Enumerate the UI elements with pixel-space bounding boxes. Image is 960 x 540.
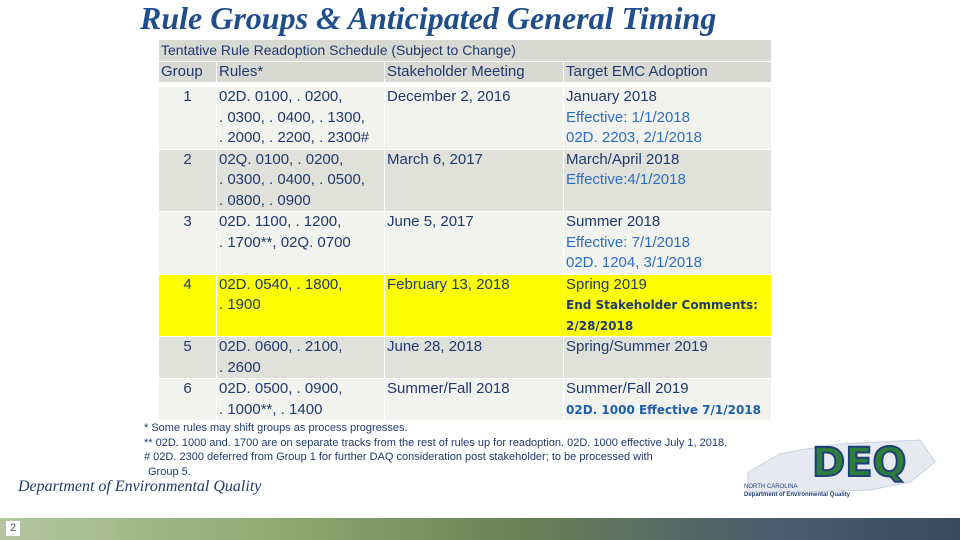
meeting-cell: Summer/Fall 2018 bbox=[385, 379, 564, 421]
rules-line: . 0300, . 0400, . 1300, bbox=[219, 108, 365, 126]
rules-line: 02D. 1100, . 1200, bbox=[219, 213, 342, 230]
schedule-table bbox=[158, 39, 772, 421]
rules-cell bbox=[217, 212, 385, 275]
adoption-main: Summer 2018 bbox=[566, 213, 661, 230]
rules-line: 02D. 0100, . 0200, bbox=[219, 88, 343, 105]
rules-line: 02D. 0500, . 0900, bbox=[219, 380, 343, 397]
adoption-main: Summer/Fall 2019 bbox=[566, 380, 689, 397]
table-row bbox=[159, 337, 772, 379]
footnotes bbox=[144, 421, 794, 479]
rules-cell bbox=[217, 379, 385, 421]
footnote: # 02D. 2300 deferred from Group 1 for further DAQ consideration post stakeholder; to be processed with bbox=[144, 451, 653, 463]
adoption-effective-note: 02D. 1000 Effective 7/1/2018 bbox=[566, 402, 761, 417]
rules-line: . 0300, . 0400, . 0500, bbox=[219, 171, 365, 188]
meeting-cell: February 13, 2018 bbox=[385, 274, 564, 337]
header-group: Group bbox=[159, 61, 217, 83]
logo-deq-text: DEQ bbox=[812, 440, 907, 486]
group-number: 3 bbox=[159, 212, 217, 275]
adoption-main: Spring 2019 bbox=[566, 275, 647, 293]
table-row bbox=[159, 87, 772, 150]
adoption-effective: 02D. 1204, 3/1/2018 bbox=[566, 254, 702, 271]
rules-line: 02D. 0540, . 1800, bbox=[219, 275, 343, 293]
footnote: Group 5. bbox=[148, 465, 191, 478]
meeting-cell: December 2, 2016 bbox=[385, 87, 564, 150]
meeting-cell: June 28, 2018 bbox=[385, 337, 564, 379]
group-number: 6 bbox=[159, 379, 217, 421]
table-caption-row bbox=[159, 40, 772, 62]
rules-line: . 2600 bbox=[219, 358, 261, 376]
group-number: 1 bbox=[159, 87, 217, 150]
logo-dept-line: Department of Environmental Quality bbox=[744, 492, 851, 498]
logo-state-line: NORTH CAROLINA bbox=[744, 484, 798, 490]
table-row bbox=[159, 212, 772, 275]
rules-line: 02D. 0600, . 2100, bbox=[219, 338, 343, 355]
rules-line: . 1900 bbox=[219, 296, 261, 313]
rules-line: 02Q. 0100, . 0200, bbox=[219, 150, 344, 168]
header-stakeholder-meeting: Stakeholder Meeting bbox=[385, 61, 564, 83]
adoption-cell: Spring/Summer 2019 bbox=[564, 337, 772, 379]
stakeholder-comments-note: End Stakeholder Comments: bbox=[566, 298, 758, 312]
meeting-cell: March 6, 2017 bbox=[385, 149, 564, 212]
meeting-cell: June 5, 2017 bbox=[385, 212, 564, 275]
rules-cell bbox=[217, 274, 385, 337]
table-row-highlighted bbox=[159, 274, 772, 337]
adoption-cell bbox=[564, 212, 772, 275]
group-number: 4 bbox=[159, 274, 217, 337]
adoption-effective: Effective: 1/1/2018 bbox=[566, 108, 690, 126]
deq-logo bbox=[740, 432, 940, 502]
rules-cell bbox=[217, 149, 385, 212]
header-target-adoption: Target EMC Adoption bbox=[564, 61, 772, 83]
group-number: 5 bbox=[159, 337, 217, 379]
table-row bbox=[159, 379, 772, 421]
rules-cell bbox=[217, 87, 385, 150]
adoption-cell bbox=[564, 379, 772, 421]
rules-line: . 0800, . 0900 bbox=[219, 191, 311, 209]
table-row bbox=[159, 149, 772, 212]
rules-line: . 2000, . 2200, . 2300# bbox=[219, 129, 370, 146]
footer-bar bbox=[0, 518, 960, 540]
header-rules: Rules* bbox=[217, 61, 385, 83]
adoption-effective: 02D. 2203, 2/1/2018 bbox=[566, 129, 702, 146]
stakeholder-comments-date: 2/28/2018 bbox=[566, 318, 634, 333]
page-number: 2 bbox=[6, 521, 20, 536]
adoption-cell bbox=[564, 87, 772, 150]
adoption-effective: Effective: 7/1/2018 bbox=[566, 233, 690, 251]
slide-title: Rule Groups & Anticipated General Timing bbox=[140, 0, 717, 36]
adoption-main: March/April 2018 bbox=[566, 150, 680, 168]
footnote: ** 02D. 1000 and. 1700 are on separate tracks from the rest of rules up for readoption. 02D. 1000 effective July 1, 2018. bbox=[144, 436, 728, 449]
group-number: 2 bbox=[159, 149, 217, 212]
rules-line: . 1700**, 02Q. 0700 bbox=[219, 233, 351, 251]
table-caption: Tentative Rule Readoption Schedule (Subject to Change) bbox=[159, 40, 772, 62]
rules-cell bbox=[217, 337, 385, 379]
adoption-effective: Effective:4/1/2018 bbox=[566, 171, 686, 188]
department-name: Department of Environmental Quality bbox=[18, 478, 262, 495]
adoption-cell bbox=[564, 274, 772, 337]
adoption-main: January 2018 bbox=[566, 88, 657, 105]
footnote: * Some rules may shift groups as process progresses. bbox=[144, 422, 408, 434]
rules-line: . 1000**, . 1400 bbox=[219, 400, 323, 418]
table-header-row bbox=[159, 61, 772, 83]
adoption-cell bbox=[564, 149, 772, 212]
